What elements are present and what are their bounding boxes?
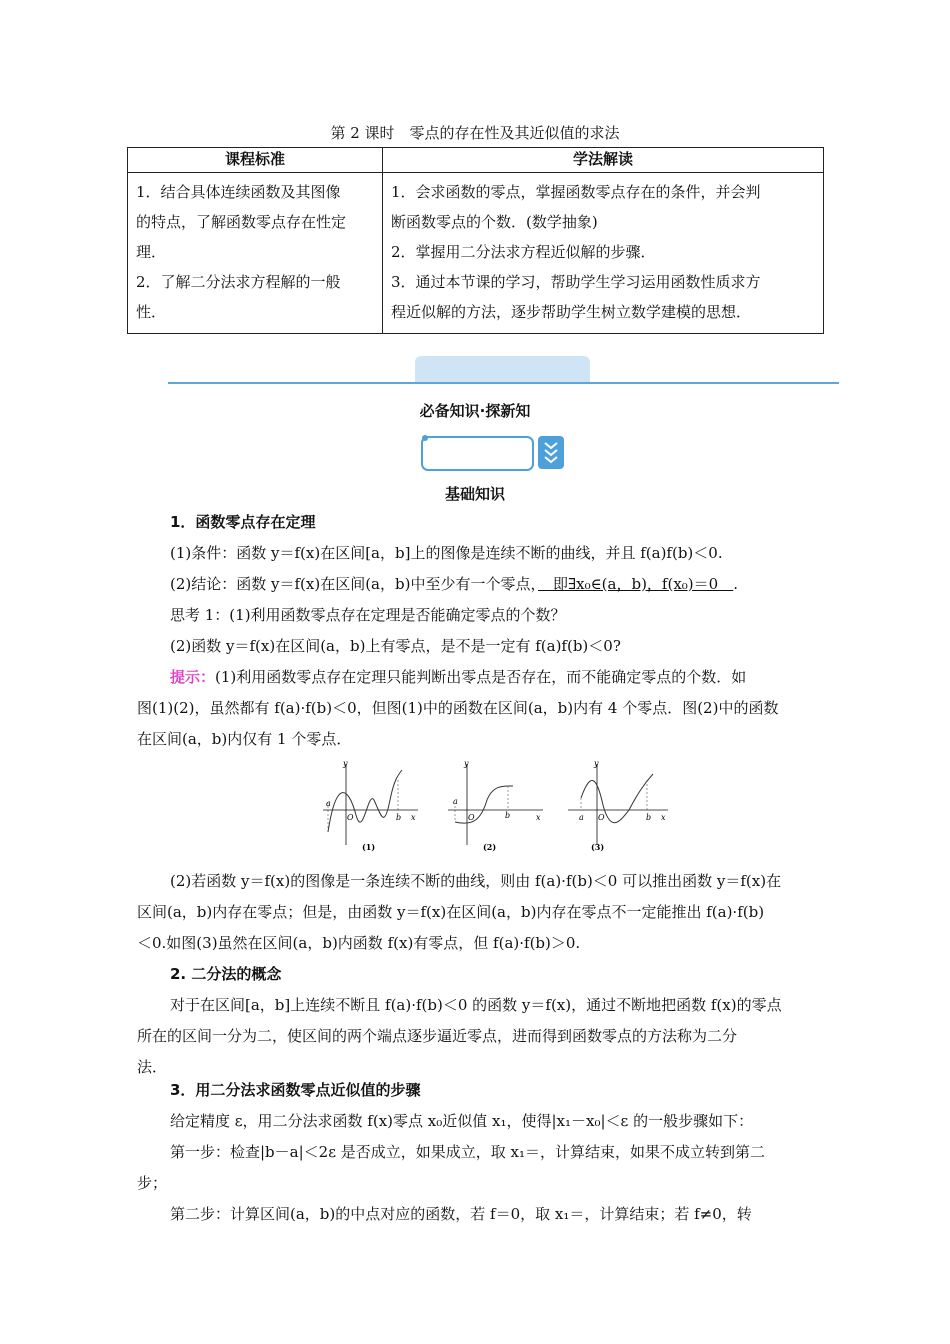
paragraph-line: 对于在区间[a，b]上连续不断且 f(a)·f(b)＜0 的函数 y＝f(x)，通过不断地把函数 f(x)的零点: [170, 996, 782, 1014]
y-axis-label: y: [464, 760, 469, 768]
hint-line-2: 图(1)(2)，虽然都有 f(a)·f(b)＜0，但图(1)中的函数在区间(a，b)内有 4 个零点．图(2)中的函数: [137, 699, 779, 717]
graph-2: [448, 760, 543, 852]
text-span: .: [733, 575, 738, 593]
b-label: b: [505, 811, 511, 820]
origin-label: O: [347, 813, 354, 822]
table-cell-standard: [128, 173, 383, 334]
a-label: a: [453, 797, 458, 806]
hint-label: 提示：: [170, 668, 216, 686]
paragraph-line: 步；: [137, 1174, 168, 1192]
double-chevron-down-icon: [538, 436, 564, 469]
graph-caption: (2): [483, 842, 497, 852]
a-label: a: [326, 799, 331, 808]
section-banner-tab: [415, 356, 590, 383]
text-span: (1)利用函数零点存在定理只能判断出零点是否存在，而不能确定零点的个数．如: [215, 668, 747, 686]
heading-zero-theorem: 1．函数零点存在定理: [170, 513, 316, 531]
hint2-line-2: 区间(a，b)内存在零点；但是，由函数 y＝f(x)在区间(a，b)内存在零点不一定能推出 f(a)·f(b): [137, 903, 765, 921]
dot-icon: [422, 435, 428, 441]
text-line: 1．结合具体连续函数及其图像: [136, 183, 341, 201]
text-line: 性．: [136, 303, 167, 321]
text-line: 的特点，了解函数零点存在性定: [136, 213, 347, 231]
heading-bisection-steps: 3．用二分法求函数零点近似值的步骤: [170, 1081, 421, 1099]
paragraph-conclusion: [170, 573, 738, 594]
x-axis-label: x: [661, 813, 666, 822]
graph-caption: (1): [362, 842, 376, 852]
text-line: 2．掌握用二分法求方程近似解的步骤．: [391, 243, 656, 261]
function-graphs-figure: [318, 760, 678, 855]
underlined-answer: 即∃x₀∈(a，b)，f(x₀)＝0: [537, 575, 734, 593]
x-axis-label: x: [411, 813, 416, 822]
section-title: 必备知识·探新知: [419, 402, 531, 420]
hint-line-1: [170, 666, 746, 687]
y-axis-label: y: [343, 760, 348, 768]
paragraph-line: 所在的区间一分为二，使区间的两个端点逐步逼近零点，进而得到函数零点的方法称为二分: [137, 1027, 738, 1045]
text-line: 理．: [136, 243, 167, 261]
think-question-2: (2)函数 y＝f(x)在区间(a，b)上有零点，是不是一定有 f(a)f(b)＜0?: [170, 637, 621, 655]
y-axis-label: y: [594, 760, 599, 768]
text-line: 断函数零点的个数．(数学抽象): [391, 213, 598, 231]
text-line: 2．了解二分法求方程解的一般: [136, 273, 341, 291]
decorative-label-box: [421, 436, 534, 471]
paragraph-condition: (1)条件：函数 y＝f(x)在区间[a，b]上的图像是连续不断的曲线，并且 f(a)f(b)＜0.: [170, 544, 723, 562]
paragraph-line: 第一步：检查|b－a|＜2ε 是否成立，如果成立，取 x₁＝，计算结束，如果不成立转到第二: [170, 1143, 765, 1161]
curriculum-table: [127, 147, 824, 334]
graph-1: [323, 760, 418, 852]
paragraph-line: 第二步：计算区间(a，b)的中点对应的函数，若 f＝0，取 x₁＝，计算结束；若 f≠0，转: [170, 1205, 752, 1223]
b-label: b: [646, 813, 652, 822]
hint2-line-3: ＜0.如图(3)虽然在区间(a，b)内函数 f(x)有零点，但 f(a)·f(b)＞0.: [137, 934, 581, 952]
b-label: b: [396, 813, 402, 822]
section-divider: [168, 382, 839, 384]
text-line: 1．会求函数的零点，掌握函数零点存在的条件，并会判: [391, 183, 761, 201]
lesson-title: 第 2 课时 零点的存在性及其近似值的求法: [330, 124, 620, 142]
graph-3: [568, 760, 668, 852]
text-line: 程近似解的方法，逐步帮助学生树立数学建模的思想．: [391, 303, 752, 321]
subsection-title: 基础知识: [444, 485, 505, 503]
paragraph-line: 法．: [137, 1058, 168, 1076]
text-span: (2)结论：函数 y＝f(x)在区间(a，b)中至少有一个零点，: [170, 575, 538, 593]
hint2-line-1: (2)若函数 y＝f(x)的图像是一条连续不断的曲线，则由 f(a)·f(b)＜0 可以推出函数 y＝f(x)在: [170, 872, 782, 890]
text-line: 3．通过本节课的学习，帮助学生学习运用函数性质求方: [391, 273, 761, 291]
origin-label: O: [598, 813, 605, 822]
hint-line-3: 在区间(a，b)内仅有 1 个零点．: [137, 730, 352, 748]
table-cell-method: [383, 173, 824, 334]
paragraph-line: 给定精度 ε，用二分法求函数 f(x)零点 x₀近似值 x₁，使得|x₁－x₀|＜ε 的一般步骤如下：: [170, 1112, 754, 1130]
x-axis-label: x: [536, 813, 541, 822]
heading-bisection-concept: 2. 二分法的概念: [170, 965, 282, 983]
think-question-1: 思考 1：(1)利用函数零点存在定理是否能确定零点的个数？: [170, 606, 566, 624]
table-header-method: 学法解读: [383, 148, 824, 173]
a-label: a: [579, 813, 584, 822]
origin-label: O: [468, 813, 475, 822]
table-header-standard: 课程标准: [128, 148, 383, 173]
graph-caption: (3): [591, 842, 605, 852]
